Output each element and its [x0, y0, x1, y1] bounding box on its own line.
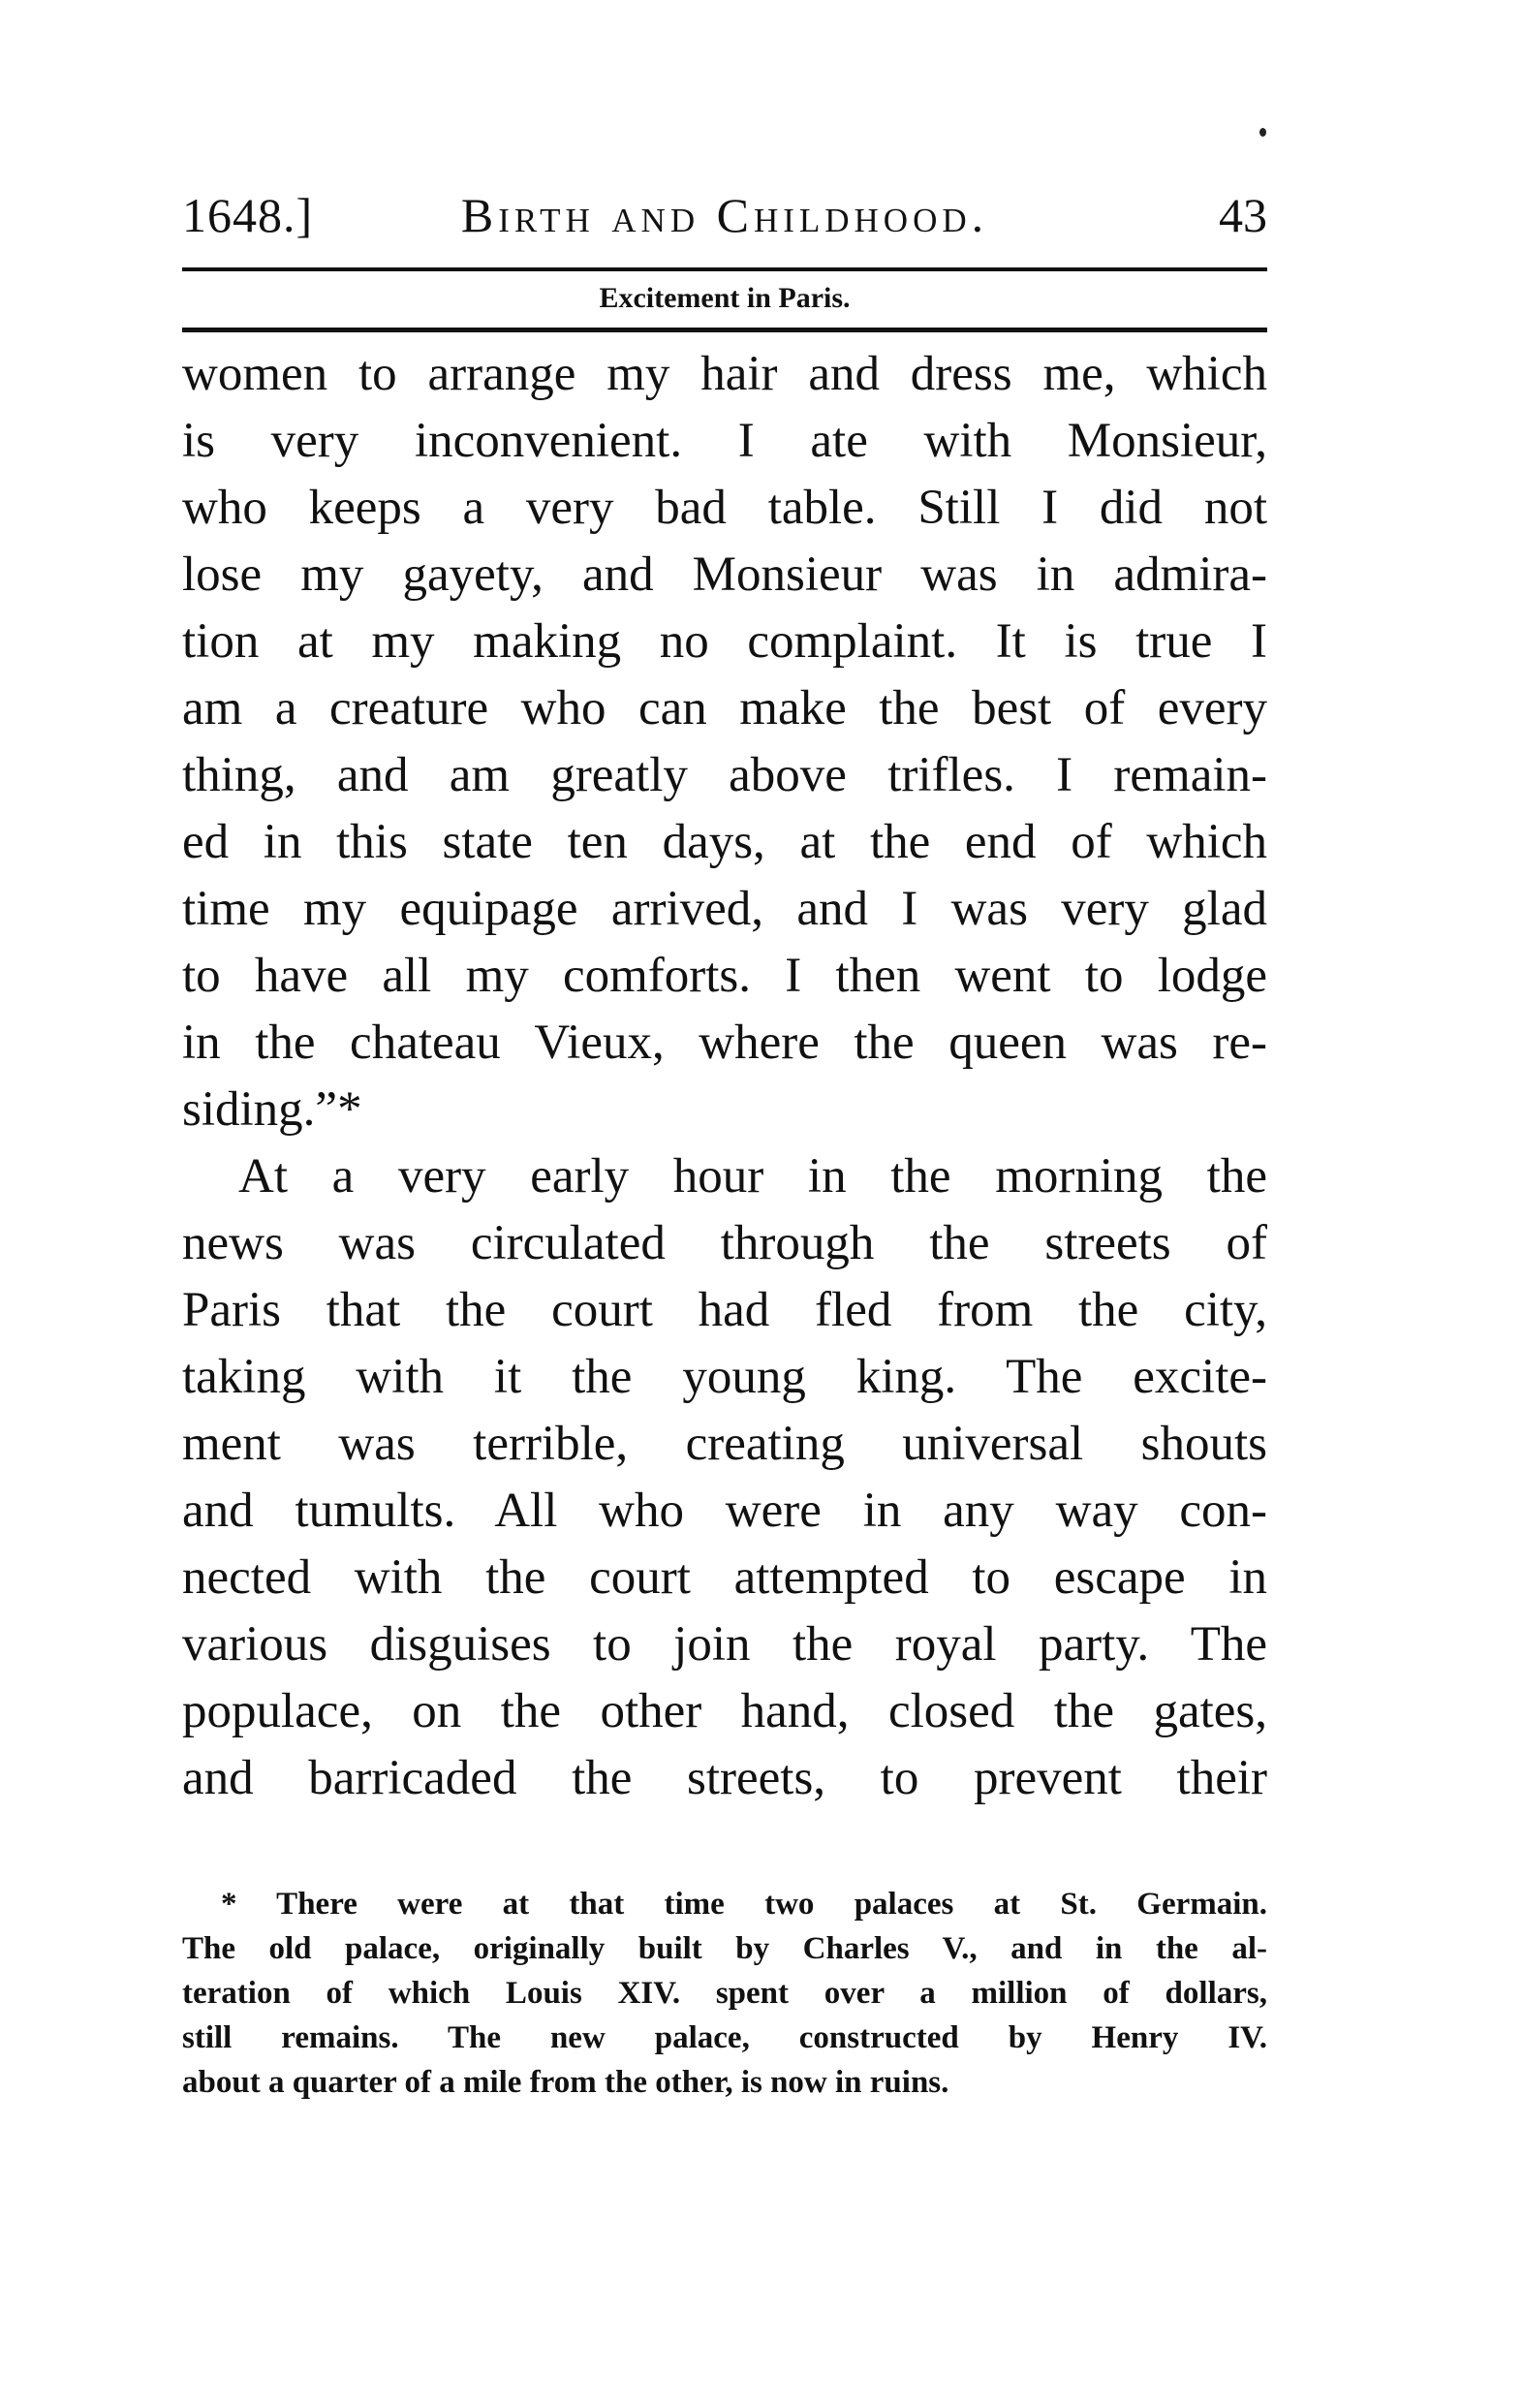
text-line: populace, on the other hand, closed the gates, [182, 1684, 1267, 1738]
running-header [182, 176, 1267, 254]
page-number: 43 [1219, 188, 1267, 242]
text-line: taking with it the young king. The excite- [182, 1350, 1267, 1404]
text-line: At a very early hour in the morning the [238, 1149, 1267, 1204]
text-line: and tumults. All who were in any way con- [182, 1484, 1267, 1538]
text-line: various disguises to join the royal party. The [182, 1617, 1267, 1672]
text-line: nected with the court attempted to escape in [182, 1550, 1267, 1605]
text-line: tion at my making no complaint. It is true I [182, 614, 1267, 669]
footnote-line: teration of which Louis XIV. spent over a million of dollars, [182, 1976, 1267, 2011]
text-line: Paris that the court had fled from the city, [182, 1283, 1267, 1337]
text-line: is very inconvenient. I ate with Monsieur, [182, 414, 1267, 468]
text-line: news was circulated through the streets of [182, 1216, 1267, 1270]
header-year: 1648.] [182, 188, 314, 242]
footnote [182, 1882, 1267, 2105]
body-text [182, 341, 1267, 1812]
header-rule-top [182, 267, 1267, 271]
ink-speck [1259, 128, 1266, 137]
header-rule-bottom [182, 328, 1267, 332]
footnote-line: still remains. The new palace, constructed by Henry IV. [182, 2020, 1267, 2055]
text-line: women to arrange my hair and dress me, which [182, 347, 1267, 401]
text-line: ed in this state ten days, at the end of which [182, 815, 1267, 869]
text-line: siding.”* [182, 1082, 362, 1137]
text-line: thing, and am greatly above trifles. I remain- [182, 748, 1267, 802]
footnote-line: The old palace, originally built by Charles V., and in the al- [182, 1931, 1267, 1966]
text-line: to have all my comforts. I then went to lodge [182, 949, 1267, 1003]
footnote-line: * There were at that time two palaces at St. Germain. [221, 1887, 1267, 1922]
section-subhead: Excitement in Paris. [599, 282, 851, 314]
footnote-line: about a quarter of a mile from the other, is now in ruins. [182, 2065, 949, 2100]
text-line: and barricaded the streets, to prevent their [182, 1751, 1267, 1805]
text-line: who keeps a very bad table. Still I did not [182, 481, 1267, 535]
text-line: in the chateau Vieux, where the queen was re- [182, 1016, 1267, 1070]
text-line: am a creature who can make the best of every [182, 681, 1267, 735]
text-line: lose my gayety, and Monsieur was in admira- [182, 547, 1267, 602]
text-line: ment was terrible, creating universal shouts [182, 1417, 1267, 1471]
header-title: Birth and Childhood. [460, 188, 989, 242]
text-line: time my equipage arrived, and I was very glad [182, 882, 1267, 936]
